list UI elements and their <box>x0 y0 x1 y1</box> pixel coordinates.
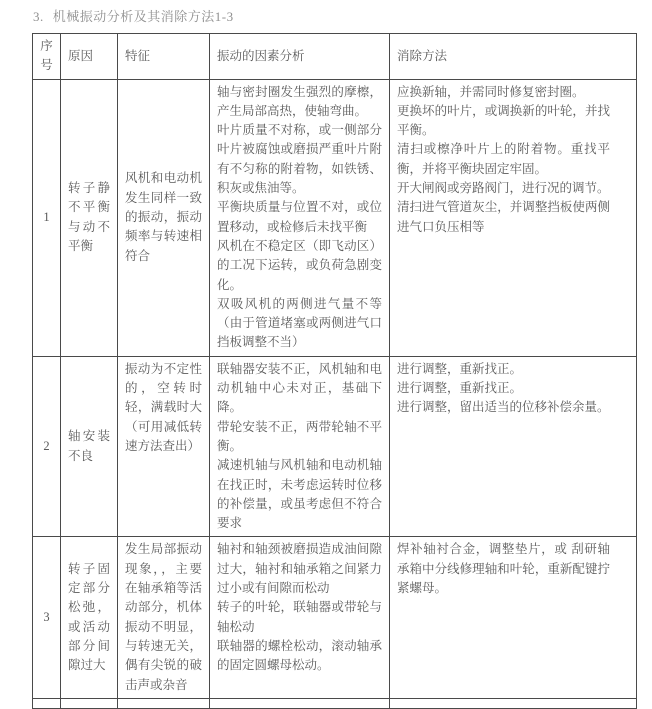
feature-cell: 风机和电动机发生同样一致的振动，振动频率与转速相符合 <box>118 79 210 356</box>
page-title-text: 机械振动分析及其消除方法1-3 <box>52 9 234 24</box>
clipped-cell <box>210 698 390 708</box>
table-row <box>33 79 637 356</box>
analysis-cell: 轴与密封圈发生强烈的摩檫，产生局部高热，使轴弯曲。 叶片质量不对称，或一侧部分叶片被腐蚀或磨损严重叶片附有不匀称的附着物，如铁锈、积灰或焦油等。 平衡块质量与位置不对，或位置移动，或检修后未找平衡 风机在不稳定区（即飞动区）的工况下运转，或负荷急剧变化。 双吸风机的两侧进气量不等（由于管道堵塞或两侧进气口挡板调整不当） <box>210 79 390 356</box>
header-elimination-method: 消除方法 <box>390 34 637 80</box>
clipped-next-row <box>33 698 637 708</box>
clipped-cell <box>61 698 118 708</box>
seq-cell: 2 <box>33 356 61 537</box>
seq-cell: 1 <box>33 79 61 356</box>
feature-cell: 振动为不定性的，空转时轻，满载时大（可用减低转速方法查出） <box>118 356 210 537</box>
table-header-row <box>33 34 637 80</box>
clipped-cell <box>118 698 210 708</box>
cause-cell: 转子固定部分松弛，或活动部分间隙过大 <box>61 537 118 698</box>
header-feature: 特征 <box>118 34 210 80</box>
method-cell: 应换新轴，并需同时修复密封圈。 更换坏的叶片，或调换新的叶轮，并找平衡。 清扫或檫净叶片上的附着物。重找平衡，并将平衡块固定牢固。 开大闸阀或旁路阀门，进行况的调节。 清扫进气管道灰尘，并调整挡板使两侧进气口负压相等 <box>390 79 637 356</box>
vibration-analysis-table <box>32 33 637 709</box>
header-cause: 原因 <box>61 34 118 80</box>
clipped-cell <box>390 698 637 708</box>
header-seq-number: 序号 <box>33 34 61 80</box>
table-row <box>33 356 637 537</box>
feature-cell: 发生局部振动现象，，主要在轴承箱等活动部分，机体振动不明显，与转速无关，偶有尖锐的破击声或杂音 <box>118 537 210 698</box>
analysis-cell: 轴衬和轴颈被磨损造成油间隙过大，轴衬和轴承箱之间紧力过小或有间隙而松动 转子的叶轮，联轴器或带轮与轴松动 联轴器的螺栓松动，滚动轴承的固定圆螺母松动。 <box>210 537 390 698</box>
clipped-cell <box>33 698 61 708</box>
cause-cell: 轴安装不良 <box>61 356 118 537</box>
cause-cell: 转子静不平衡与动不平衡 <box>61 79 118 356</box>
page-title-number: 3. <box>33 9 44 24</box>
table-row <box>33 537 637 698</box>
seq-cell: 3 <box>33 537 61 698</box>
analysis-cell: 联轴器安装不正，风机轴和电动机轴中心未对正，基础下降。 带轮安装不正，两带轮轴不平衡。 减速机轴与风机轴和电动机轴在找正时，未考虑运转时位移的补偿量，或虽考虑但不符合要求 <box>210 356 390 537</box>
method-cell: 进行调整，重新找正。 进行调整，重新找正。 进行调整，留出适当的位移补偿余量。 <box>390 356 637 537</box>
header-vibration-factor-analysis: 振动的因素分析 <box>210 34 390 80</box>
method-cell: 焊补轴衬合金，调整垫片，或 刮研轴承箱中分线修理轴和叶轮，重新配键拧紧螺母。 <box>390 537 637 698</box>
page-title <box>33 8 652 26</box>
